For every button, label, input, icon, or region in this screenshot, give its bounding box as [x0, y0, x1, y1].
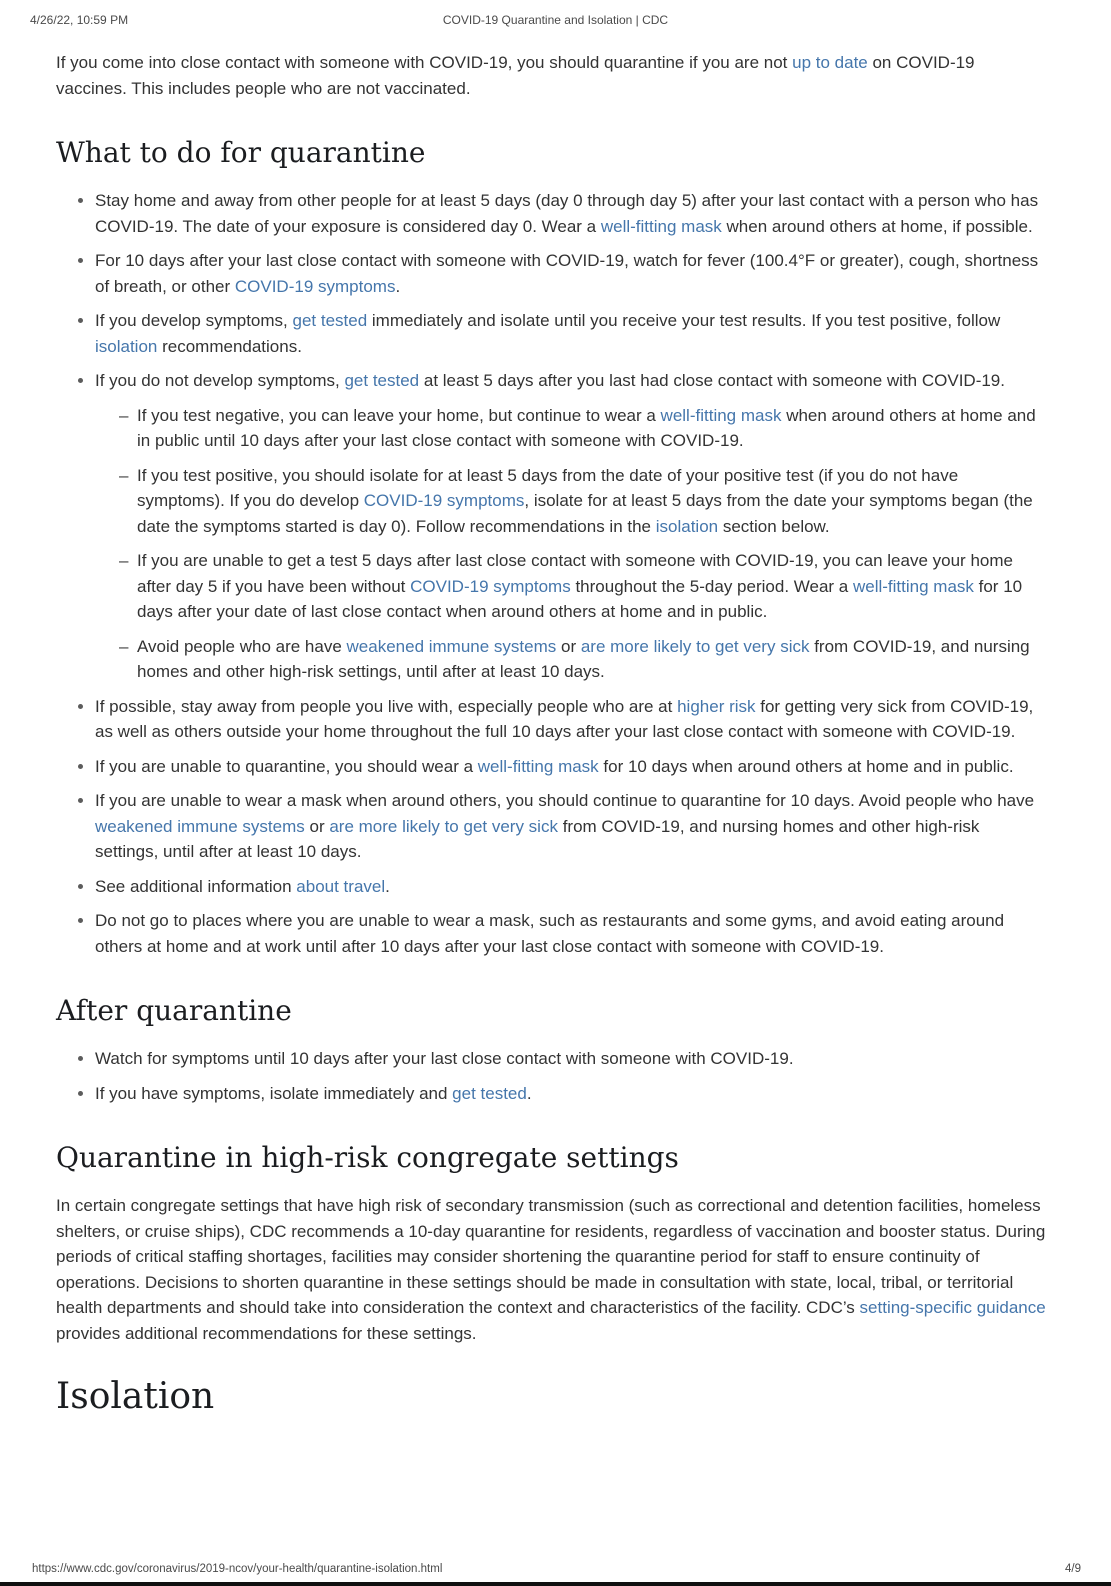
document-content — [56, 50, 1046, 1419]
text-link[interactable]: get tested — [452, 1083, 527, 1103]
bullet-marker — [78, 318, 83, 323]
text-link[interactable]: well-fitting mask — [660, 405, 782, 425]
sub-list-item — [95, 548, 1046, 625]
text-run: on COVID-19 vaccines. This includes people who are not vaccinated. — [56, 53, 975, 98]
paragraph — [56, 1193, 1046, 1346]
text-run: from COVID-19, and nursing homes and other high-risk settings, until after at least 10 days. — [95, 816, 980, 861]
list-item — [56, 1081, 1046, 1107]
text-link[interactable]: COVID-19 symptoms — [234, 276, 396, 296]
dash-marker: – — [119, 636, 129, 656]
sub-list-item — [95, 634, 1046, 685]
text-link[interactable]: COVID-19 symptoms — [410, 576, 571, 596]
bullet-marker — [78, 258, 83, 263]
text-run: throughout the 5-day period. Wear a — [570, 576, 853, 596]
dash-marker: – — [119, 465, 129, 485]
dash-marker: – — [119, 551, 129, 570]
list-item — [56, 908, 1046, 959]
bullet-list — [56, 188, 1046, 959]
section-heading: Isolation — [56, 1376, 215, 1417]
print-footer-url: https://www.cdc.gov/coronavirus/2019-ncov/your-health/quarantine-isolation.html — [32, 1563, 443, 1575]
text-run: If you test positive, you should isolate for at least 5 days from the date of your positive test (if you do not have symptoms). If you do develop — [137, 465, 959, 510]
text-run: Stay home and away from other people for at least 5 days (day 0 through day 5) after your last contact with a person who has COVID-19. The date of your exposure is considered day 0. Wear a — [95, 191, 1039, 236]
text-run: , isolate for at least 5 days from the date your symptoms began (the date the symptoms started is day 0). Follow recommendations in the — [137, 491, 1033, 536]
section-heading: Quarantine in high-risk congregate settings — [56, 1141, 679, 1174]
text-run: If you are unable to quarantine, you should wear a — [95, 756, 478, 776]
text-link[interactable]: isolation — [655, 516, 719, 536]
list-item — [56, 188, 1046, 239]
text-run: provides additional recommendations for these settings. — [56, 1323, 477, 1343]
text-run: for getting very sick from COVID-19, as well as others outside your home throughout the full 10 days after your last close contact with someone with COVID-19. — [95, 696, 1034, 741]
print-footer — [32, 1563, 1081, 1575]
text-run: If you are unable to get a test 5 days after last close contact with someone with COVID-19, you can leave your home after day 5 if you have been without — [137, 551, 1013, 596]
text-run: If possible, stay away from people you live with, especially people who are at — [95, 696, 678, 716]
text-run: when around others at home and in public until 10 days after your last close contact with someone with COVID-19. — [137, 405, 1036, 450]
bullet-marker — [78, 378, 83, 383]
text-run: Avoid people who are have — [137, 636, 347, 656]
print-datetime: 4/26/22, 10:59 PM — [30, 13, 129, 27]
list-item — [56, 754, 1046, 780]
sub-list-item — [95, 403, 1046, 454]
dash-marker: – — [119, 405, 129, 425]
sub-bullet-list — [95, 403, 1046, 685]
list-item — [56, 1046, 1046, 1072]
text-run: for 10 days after your date of last close contact when around others at home and in public. — [137, 576, 1023, 621]
section-heading: What to do for quarantine — [56, 136, 426, 169]
text-link[interactable]: well-fitting mask — [600, 216, 722, 236]
bullet-marker — [78, 918, 83, 923]
text-run: If you test negative, you can leave your home, but continue to wear a — [137, 405, 661, 425]
text-run: Watch for symptoms until 10 days after your last close contact with someone with COVID-19. — [95, 1049, 794, 1068]
print-page-number: 4/9 — [1065, 1563, 1081, 1575]
text-link[interactable]: setting-specific guidance — [859, 1298, 1046, 1317]
text-link[interactable]: up to date — [792, 53, 868, 72]
text-run: at least 5 days after you last had close contact with someone with COVID-19. — [419, 371, 1005, 390]
text-run: when around others at home, if possible. — [721, 216, 1033, 236]
text-run: See additional information — [95, 876, 297, 896]
window-bottom-edge — [0, 1582, 1111, 1586]
text-run: or — [556, 636, 581, 656]
text-run: . — [385, 876, 390, 896]
section-heading: After quarantine — [56, 994, 292, 1027]
text-run: immediately and isolate until you receive your test results. If you test positive, follow — [367, 311, 1001, 330]
print-page-title: COVID-19 Quarantine and Isolation | CDC — [442, 13, 669, 27]
text-run: If you are unable to wear a mask when around others, you should continue to quarantine for 10 days. Avoid people who have — [95, 791, 1035, 810]
text-link[interactable]: are more likely to get very sick — [329, 816, 558, 836]
text-run: or — [304, 816, 330, 836]
list-item — [56, 368, 1046, 685]
text-run: from COVID-19, and nursing homes and other high-risk settings, until after at least 10 days. — [137, 636, 1030, 681]
bullet-marker — [78, 764, 83, 769]
bullet-marker — [78, 198, 83, 203]
text-run: . — [526, 1083, 532, 1103]
text-link[interactable]: isolation — [95, 336, 158, 356]
bullet-marker — [78, 1056, 83, 1061]
text-run: For 10 days after your last close contact with someone with COVID-19, watch for fever (100.4°F or greater), cough, shortness of breath, or other — [95, 251, 1039, 296]
list-item — [56, 694, 1046, 745]
text-link[interactable]: weakened immune systems — [346, 636, 557, 656]
list-item — [56, 248, 1046, 299]
text-link[interactable]: well-fitting mask — [852, 576, 974, 596]
bullet-marker — [78, 798, 83, 803]
list-item — [56, 874, 1046, 900]
text-run: for 10 days when around others at home and in public. — [598, 756, 1014, 776]
text-run: recommendations. — [157, 336, 302, 356]
bullet-marker — [78, 704, 83, 709]
text-run: If you do not develop symptoms, — [95, 371, 345, 390]
text-link[interactable]: well-fitting mask — [477, 756, 599, 776]
text-run: In certain congregate settings that have high risk of secondary transmission (such as correctional and detention facilities, homeless shelters, or cruise ships), CDC recommends a 10-day quarantine for residents, regardless of vaccination and booster status. During periods of critical staffing shortages, facilities may consider shortening the quarantine period for staff to ensure continuity of operations. Decisions to shorten quarantine in these settings should be made in consultation with state, local, tribal, or territorial health departments and should take into consideration the context and characteristics of the facility. CDC’s — [56, 1196, 1046, 1317]
bullet-list — [56, 1046, 1046, 1106]
text-run: Do not go to places where you are unable to wear a mask, such as restaurants and some gyms, and avoid eating around others at home and at work until after 10 days after your last close contact with someone with COVID-19. — [95, 911, 1005, 956]
paragraph — [56, 50, 1046, 101]
text-link[interactable]: are more likely to get very sick — [580, 636, 810, 656]
text-run: . — [395, 276, 401, 296]
text-link[interactable]: get tested — [292, 311, 368, 330]
text-link[interactable]: COVID-19 symptoms — [363, 491, 525, 510]
text-run: If you come into close contact with someone with COVID-19, you should quarantine if you are not — [56, 53, 793, 72]
bullet-marker — [78, 1091, 83, 1096]
text-run: If you develop symptoms, — [95, 311, 293, 330]
text-link[interactable]: weakened immune systems — [95, 816, 305, 836]
text-link[interactable]: get tested — [344, 371, 420, 390]
sub-list-item — [95, 463, 1046, 540]
text-run: section below. — [718, 516, 830, 536]
bullet-marker — [78, 884, 83, 889]
text-run: If you have symptoms, isolate immediately and — [95, 1083, 453, 1103]
list-item — [56, 788, 1046, 865]
text-link[interactable]: about travel — [296, 876, 386, 896]
list-item — [56, 308, 1046, 359]
text-link[interactable]: higher risk — [677, 696, 756, 716]
print-header — [30, 13, 1081, 29]
